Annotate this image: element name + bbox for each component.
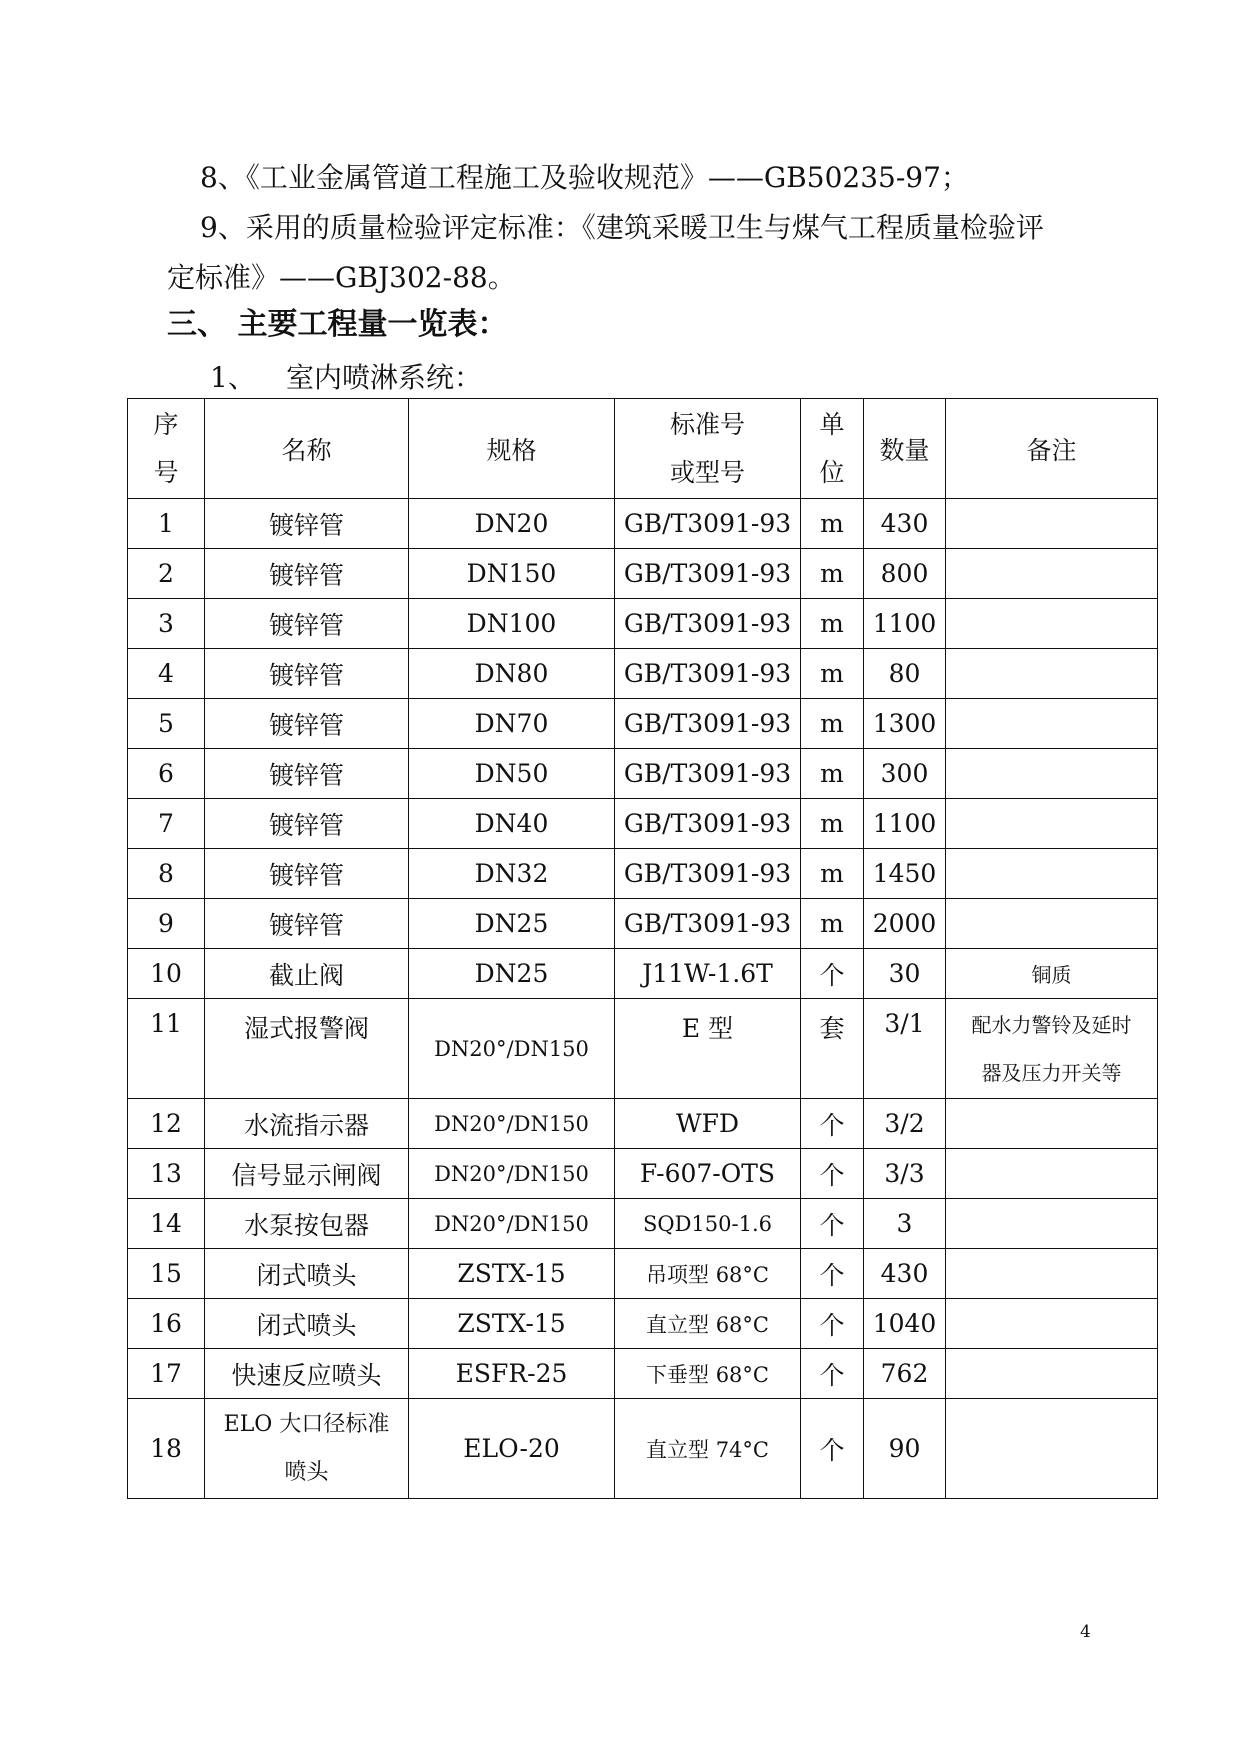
cell-quantity: 1100 — [864, 799, 946, 849]
cell-seq: 12 — [128, 1099, 205, 1149]
cell-unit: 个 — [801, 1149, 864, 1199]
cell-quantity: 762 — [864, 1349, 946, 1399]
cell-quantity: 3/1 — [864, 999, 946, 1099]
cell-note — [946, 1299, 1158, 1349]
cell-unit: m — [801, 649, 864, 699]
cell-spec: DN80 — [409, 649, 615, 699]
header-seq: 序 号 — [128, 399, 205, 499]
cell-seq: 1 — [128, 499, 205, 549]
cell-standard: 下垂型 68°C — [615, 1349, 801, 1399]
cell-spec: ZSTX-15 — [409, 1249, 615, 1299]
header-standard: 标准号 或型号 — [615, 399, 801, 499]
cell-note: 配水力警铃及延时 器及压力开关等 — [946, 999, 1158, 1099]
table-row — [128, 649, 1158, 699]
cell-note — [946, 799, 1158, 849]
header-name: 名称 — [205, 399, 409, 499]
cell-spec: DN150 — [409, 549, 615, 599]
table-row — [128, 999, 1158, 1099]
table-row — [128, 949, 1158, 999]
table-row — [128, 799, 1158, 849]
cell-spec: DN20°/DN150 — [409, 1149, 615, 1199]
cell-name: 镀锌管 — [205, 749, 409, 799]
table-row — [128, 1349, 1158, 1399]
cell-quantity: 1040 — [864, 1299, 946, 1349]
cell-note — [946, 549, 1158, 599]
cell-spec: DN25 — [409, 899, 615, 949]
cell-spec: DN20 — [409, 499, 615, 549]
cell-spec: DN50 — [409, 749, 615, 799]
cell-name: 镀锌管 — [205, 799, 409, 849]
cell-standard: GB/T3091-93 — [615, 499, 801, 549]
cell-name: 镀锌管 — [205, 699, 409, 749]
cell-name: 闭式喷头 — [205, 1249, 409, 1299]
cell-standard: GB/T3091-93 — [615, 599, 801, 649]
reference-item-9-line1: 9、采用的质量检验评定标准：《建筑采暖卫生与煤气工程质量检验评 — [200, 211, 1044, 244]
cell-name: 镀锌管 — [205, 599, 409, 649]
cell-name: 闭式喷头 — [205, 1299, 409, 1349]
cell-quantity: 300 — [864, 749, 946, 799]
cell-note — [946, 1149, 1158, 1199]
cell-name: 水流指示器 — [205, 1099, 409, 1149]
cell-unit: m — [801, 849, 864, 899]
cell-quantity: 1450 — [864, 849, 946, 899]
cell-quantity: 3/2 — [864, 1099, 946, 1149]
table-row — [128, 549, 1158, 599]
cell-unit: m — [801, 699, 864, 749]
cell-quantity: 1300 — [864, 699, 946, 749]
header-note: 备注 — [946, 399, 1158, 499]
table-row — [128, 1149, 1158, 1199]
cell-quantity: 80 — [864, 649, 946, 699]
cell-quantity: 3/3 — [864, 1149, 946, 1199]
cell-note — [946, 1399, 1158, 1499]
cell-spec: DN32 — [409, 849, 615, 899]
cell-standard: 直立型 74°C — [615, 1399, 801, 1499]
cell-note — [946, 649, 1158, 699]
table-row — [128, 899, 1158, 949]
cell-standard: E 型 — [615, 999, 801, 1099]
subsection-label: 室内喷淋系统： — [286, 361, 483, 394]
header-quantity: 数量 — [864, 399, 946, 499]
cell-seq: 10 — [128, 949, 205, 999]
cell-spec: ELO-20 — [409, 1399, 615, 1499]
header-unit: 单 位 — [801, 399, 864, 499]
reference-item-8: 8、《工业金属管道工程施工及验收规范》——GB50235-97； — [200, 161, 969, 194]
cell-seq: 2 — [128, 549, 205, 599]
cell-name: 水泵按包器 — [205, 1199, 409, 1249]
cell-quantity: 1100 — [864, 599, 946, 649]
cell-seq: 5 — [128, 699, 205, 749]
cell-seq: 3 — [128, 599, 205, 649]
cell-standard: GB/T3091-93 — [615, 749, 801, 799]
cell-unit: m — [801, 749, 864, 799]
cell-note — [946, 1199, 1158, 1249]
table-row — [128, 749, 1158, 799]
table-row — [128, 1249, 1158, 1299]
table-row — [128, 499, 1158, 549]
cell-seq: 16 — [128, 1299, 205, 1349]
cell-standard: J11W-1.6T — [615, 949, 801, 999]
cell-seq: 17 — [128, 1349, 205, 1399]
cell-spec: DN20°/DN150 — [409, 1099, 615, 1149]
cell-note — [946, 699, 1158, 749]
cell-seq: 9 — [128, 899, 205, 949]
cell-note — [946, 849, 1158, 899]
cell-name: 镀锌管 — [205, 499, 409, 549]
cell-unit: 个 — [801, 1099, 864, 1149]
cell-note — [946, 599, 1158, 649]
cell-seq: 11 — [128, 999, 205, 1099]
cell-standard: 直立型 68°C — [615, 1299, 801, 1349]
table-row — [128, 1399, 1158, 1499]
cell-name: 快速反应喷头 — [205, 1349, 409, 1399]
cell-standard: GB/T3091-93 — [615, 649, 801, 699]
cell-note: 铜质 — [946, 949, 1158, 999]
cell-unit: 套 — [801, 999, 864, 1099]
cell-note — [946, 1249, 1158, 1299]
cell-unit: 个 — [801, 949, 864, 999]
cell-name: 镀锌管 — [205, 849, 409, 899]
cell-spec: DN20°/DN150 — [409, 999, 615, 1099]
cell-name: 镀锌管 — [205, 899, 409, 949]
cell-spec: DN70 — [409, 699, 615, 749]
cell-quantity: 2000 — [864, 899, 946, 949]
table-row — [128, 1299, 1158, 1349]
table-row — [128, 1099, 1158, 1149]
cell-seq: 13 — [128, 1149, 205, 1199]
cell-quantity: 90 — [864, 1399, 946, 1499]
cell-name: 信号显示闸阀 — [205, 1149, 409, 1199]
subsection-number: 1、 — [210, 361, 256, 394]
table-header-row — [128, 399, 1158, 499]
cell-unit: 个 — [801, 1299, 864, 1349]
cell-spec: ZSTX-15 — [409, 1299, 615, 1349]
cell-seq: 7 — [128, 799, 205, 849]
cell-quantity: 430 — [864, 1249, 946, 1299]
quantity-table — [127, 398, 1158, 1499]
table-row — [128, 599, 1158, 649]
table-row — [128, 1199, 1158, 1249]
reference-item-9-line2: 定标准》——GBJ302-88。 — [167, 261, 516, 294]
cell-name: 截止阀 — [205, 949, 409, 999]
cell-unit: 个 — [801, 1199, 864, 1249]
cell-note — [946, 899, 1158, 949]
cell-unit: m — [801, 599, 864, 649]
cell-note — [946, 749, 1158, 799]
cell-quantity: 800 — [864, 549, 946, 599]
cell-standard: SQD150-1.6 — [615, 1199, 801, 1249]
cell-quantity: 3 — [864, 1199, 946, 1249]
cell-name: 镀锌管 — [205, 549, 409, 599]
table-row — [128, 849, 1158, 899]
cell-note — [946, 1099, 1158, 1149]
cell-name: 镀锌管 — [205, 649, 409, 699]
cell-unit: 个 — [801, 1249, 864, 1299]
cell-seq: 18 — [128, 1399, 205, 1499]
cell-spec: DN25 — [409, 949, 615, 999]
cell-spec: DN40 — [409, 799, 615, 849]
cell-seq: 8 — [128, 849, 205, 899]
cell-seq: 4 — [128, 649, 205, 699]
cell-quantity: 30 — [864, 949, 946, 999]
cell-seq: 15 — [128, 1249, 205, 1299]
section-heading: 三、 主要工程量一览表： — [167, 307, 508, 342]
cell-standard: GB/T3091-93 — [615, 849, 801, 899]
cell-standard: GB/T3091-93 — [615, 549, 801, 599]
cell-note — [946, 499, 1158, 549]
cell-standard: GB/T3091-93 — [615, 899, 801, 949]
cell-unit: m — [801, 899, 864, 949]
cell-note — [946, 1349, 1158, 1399]
cell-seq: 6 — [128, 749, 205, 799]
cell-unit: 个 — [801, 1399, 864, 1499]
cell-unit: m — [801, 549, 864, 599]
cell-spec: DN20°/DN150 — [409, 1199, 615, 1249]
cell-standard: WFD — [615, 1099, 801, 1149]
cell-spec: ESFR-25 — [409, 1349, 615, 1399]
cell-unit: m — [801, 499, 864, 549]
cell-unit: m — [801, 799, 864, 849]
page-number: 4 — [1080, 1622, 1091, 1642]
cell-standard: 吊项型 68°C — [615, 1249, 801, 1299]
cell-name: 湿式报警阀 — [205, 999, 409, 1099]
cell-standard: GB/T3091-93 — [615, 799, 801, 849]
cell-standard: F-607-OTS — [615, 1149, 801, 1199]
cell-spec: DN100 — [409, 599, 615, 649]
subsection-title — [210, 358, 482, 398]
table-row — [128, 699, 1158, 749]
cell-seq: 14 — [128, 1199, 205, 1249]
cell-unit: 个 — [801, 1349, 864, 1399]
cell-name: ELO 大口径标准 喷头 — [205, 1399, 409, 1499]
cell-quantity: 430 — [864, 499, 946, 549]
header-spec: 规格 — [409, 399, 615, 499]
cell-standard: GB/T3091-93 — [615, 699, 801, 749]
